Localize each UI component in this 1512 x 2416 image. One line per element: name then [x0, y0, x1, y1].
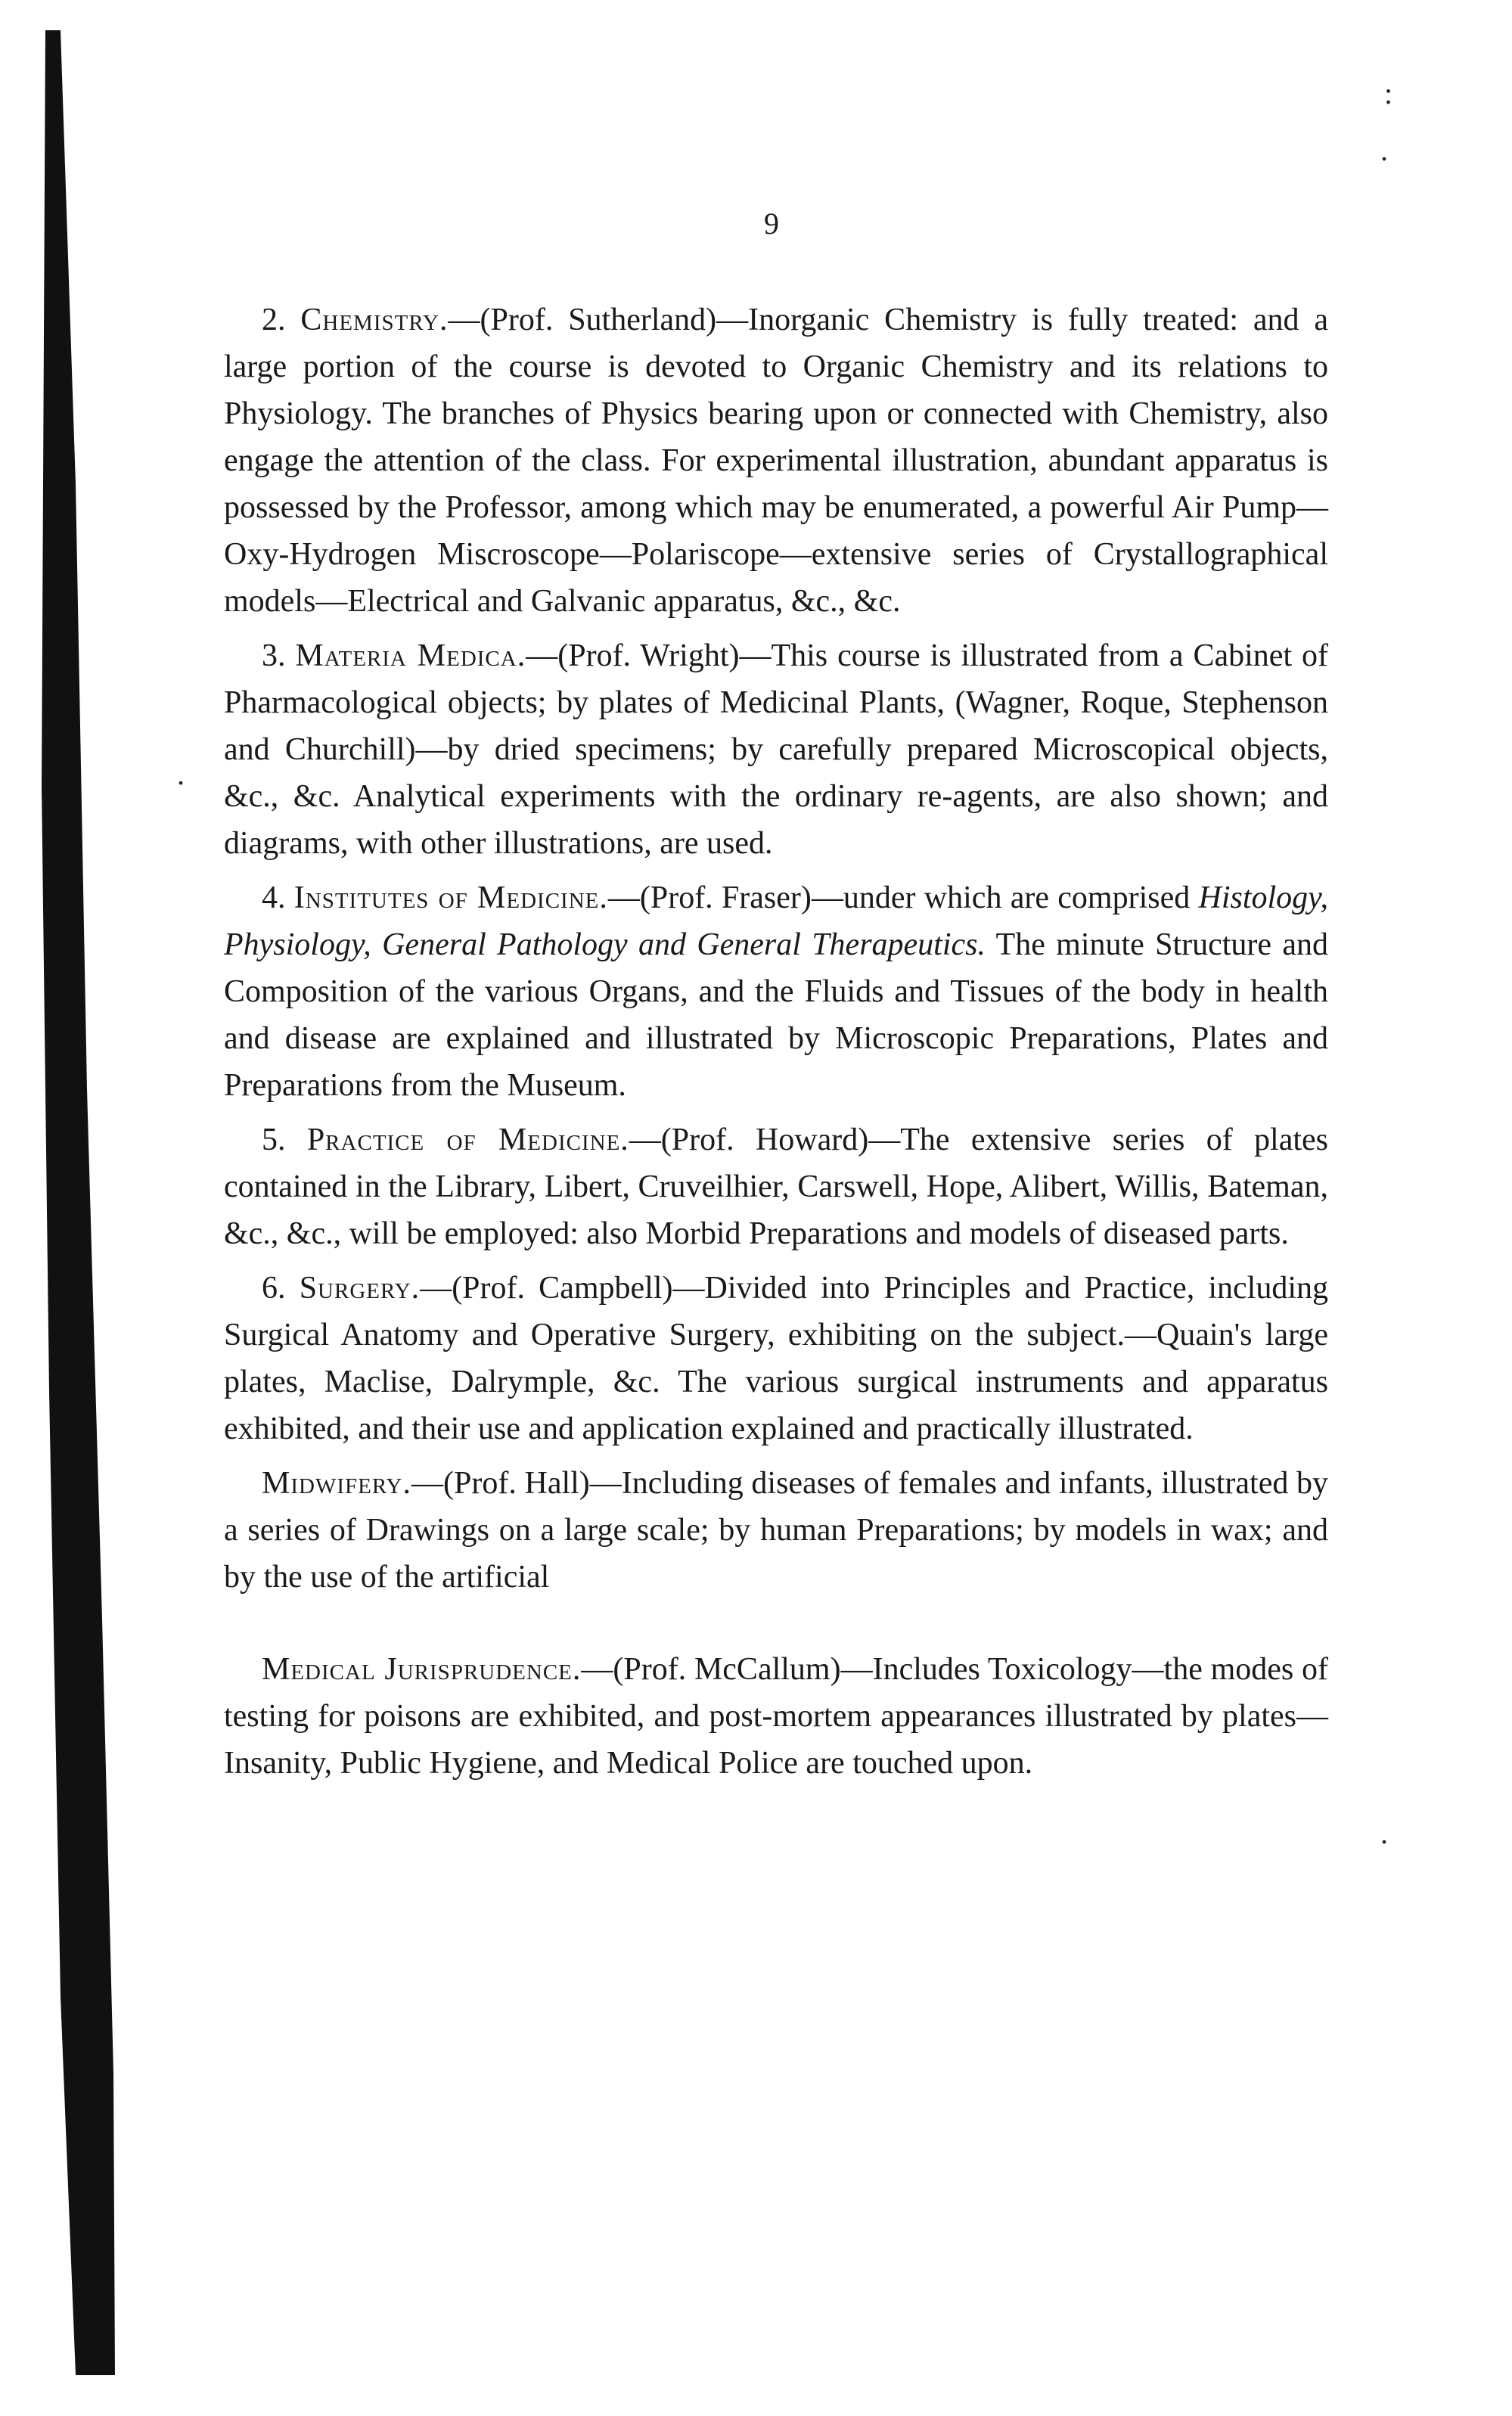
section-professor: —(Prof. McCallum)—: [581, 1652, 873, 1687]
section-professor: —(Prof. Wright)—: [526, 638, 772, 673]
section-number: 5.: [262, 1123, 286, 1157]
section-heading: Practice of Medicine.: [306, 1123, 629, 1157]
binding-shadow: [30, 30, 121, 2375]
section-body: Includes Toxicology—the modes of testing for poisons are exhibited, and post-mortem appearances illustrated by plates—Insanity, Public Hygiene, and Medical Police are touched upon.: [224, 1652, 1328, 1781]
section-body: Including diseases of females and infants, illustrated by a series of Drawings on a large scale; by human Preparations; by models in wax; and by the use of the artificial: [224, 1466, 1328, 1595]
section-institutes-of-medicine: [224, 874, 1328, 1109]
section-number: 3.: [262, 638, 286, 673]
section-body: under which are comprised: [843, 880, 1199, 915]
section-body: The minute Structure and Composition of the various Organs, and the Fluids and Tissues of the body in health and disease are explained and illustrated by Microscopic Preparations, Plates and Preparations from the Museum.: [224, 927, 1328, 1103]
section-number: 6.: [262, 1271, 286, 1306]
section-heading: Surgery.: [299, 1271, 421, 1306]
section-medical-jurisprudence: [224, 1646, 1328, 1787]
section-body: This course is illustrated from a Cabinet of Pharmacological objects; by plates of Medicinal Plants, (Wagner, Roque, Stephenson and Churchill)—by dried specimens; by carefully prepared Microscopical objects, &c., &c. Analytical experiments with the ordinary re-agents, are also shown; and diagrams, with other illustrations, are used.: [224, 638, 1329, 861]
section-professor: —(Prof. Howard)—: [629, 1123, 901, 1157]
margin-mark: .: [1380, 1816, 1388, 1850]
section-heading: Materia Medica.: [295, 638, 526, 673]
section-chemistry: [224, 297, 1328, 625]
body-text: [224, 297, 1328, 1794]
section-body: Inorganic Chemistry is fully treated: and a large portion of the course is devoted to Organic Chemistry and its relations to Physiology. The branches of Physics bearing upon or connected with Chemistry, also engage the attention of the class. For experimental illustration, abundant apparatus is possessed by the Professor, among which may be enumerated, a powerful Air Pump—Oxy-Hydrogen Miscroscope—Polariscope—extensive series of Crystallographical models—Electrical and Galvanic apparatus, &c., &c.: [224, 303, 1328, 619]
section-heading: Medical Jurisprudence.: [262, 1652, 582, 1687]
section-professor: —(Prof. Hall)—: [411, 1466, 622, 1501]
margin-mark: .: [177, 757, 185, 791]
section-heading: Institutes of Medicine.: [293, 880, 608, 915]
section-professor: —(Prof. Campbell)—: [420, 1271, 705, 1306]
section-heading: Chemistry.: [300, 303, 449, 337]
section-surgery: [224, 1265, 1328, 1452]
section-number: 2.: [262, 303, 286, 337]
section-professor: —(Prof. Sutherland)—: [448, 303, 749, 337]
section-body: Divided into Principles and Practice, including Surgical Anatomy and Operative Surgery, exhibiting on the subject.—Quain's large plates, Maclise, Dalrymple, &c. The various surgical instruments and apparatus exhibited, and their use and application explained and practically illustrated.: [224, 1271, 1329, 1446]
margin-mark: .: [1380, 133, 1388, 167]
section-body: The extensive series of plates contained in the Library, Libert, Cruveilhier, Carswell, Hope, Alibert, Willis, Bateman, &c., &c., will be employed: also Morbid Preparations and models of diseased parts.: [224, 1123, 1329, 1251]
section-midwifery: [224, 1460, 1328, 1601]
section-practice-of-medicine: [224, 1116, 1328, 1257]
page-number: 9: [764, 207, 779, 241]
section-heading: Midwifery.: [262, 1466, 412, 1501]
section-body-italic: Histology, Physiology, General Pathology and General Therapeutics.: [224, 880, 1329, 962]
section-professor: —(Prof. Fraser)—: [607, 880, 843, 915]
section-materia-medica: [224, 632, 1328, 867]
margin-mark: :: [1384, 76, 1393, 110]
section-number: 4.: [262, 880, 286, 915]
